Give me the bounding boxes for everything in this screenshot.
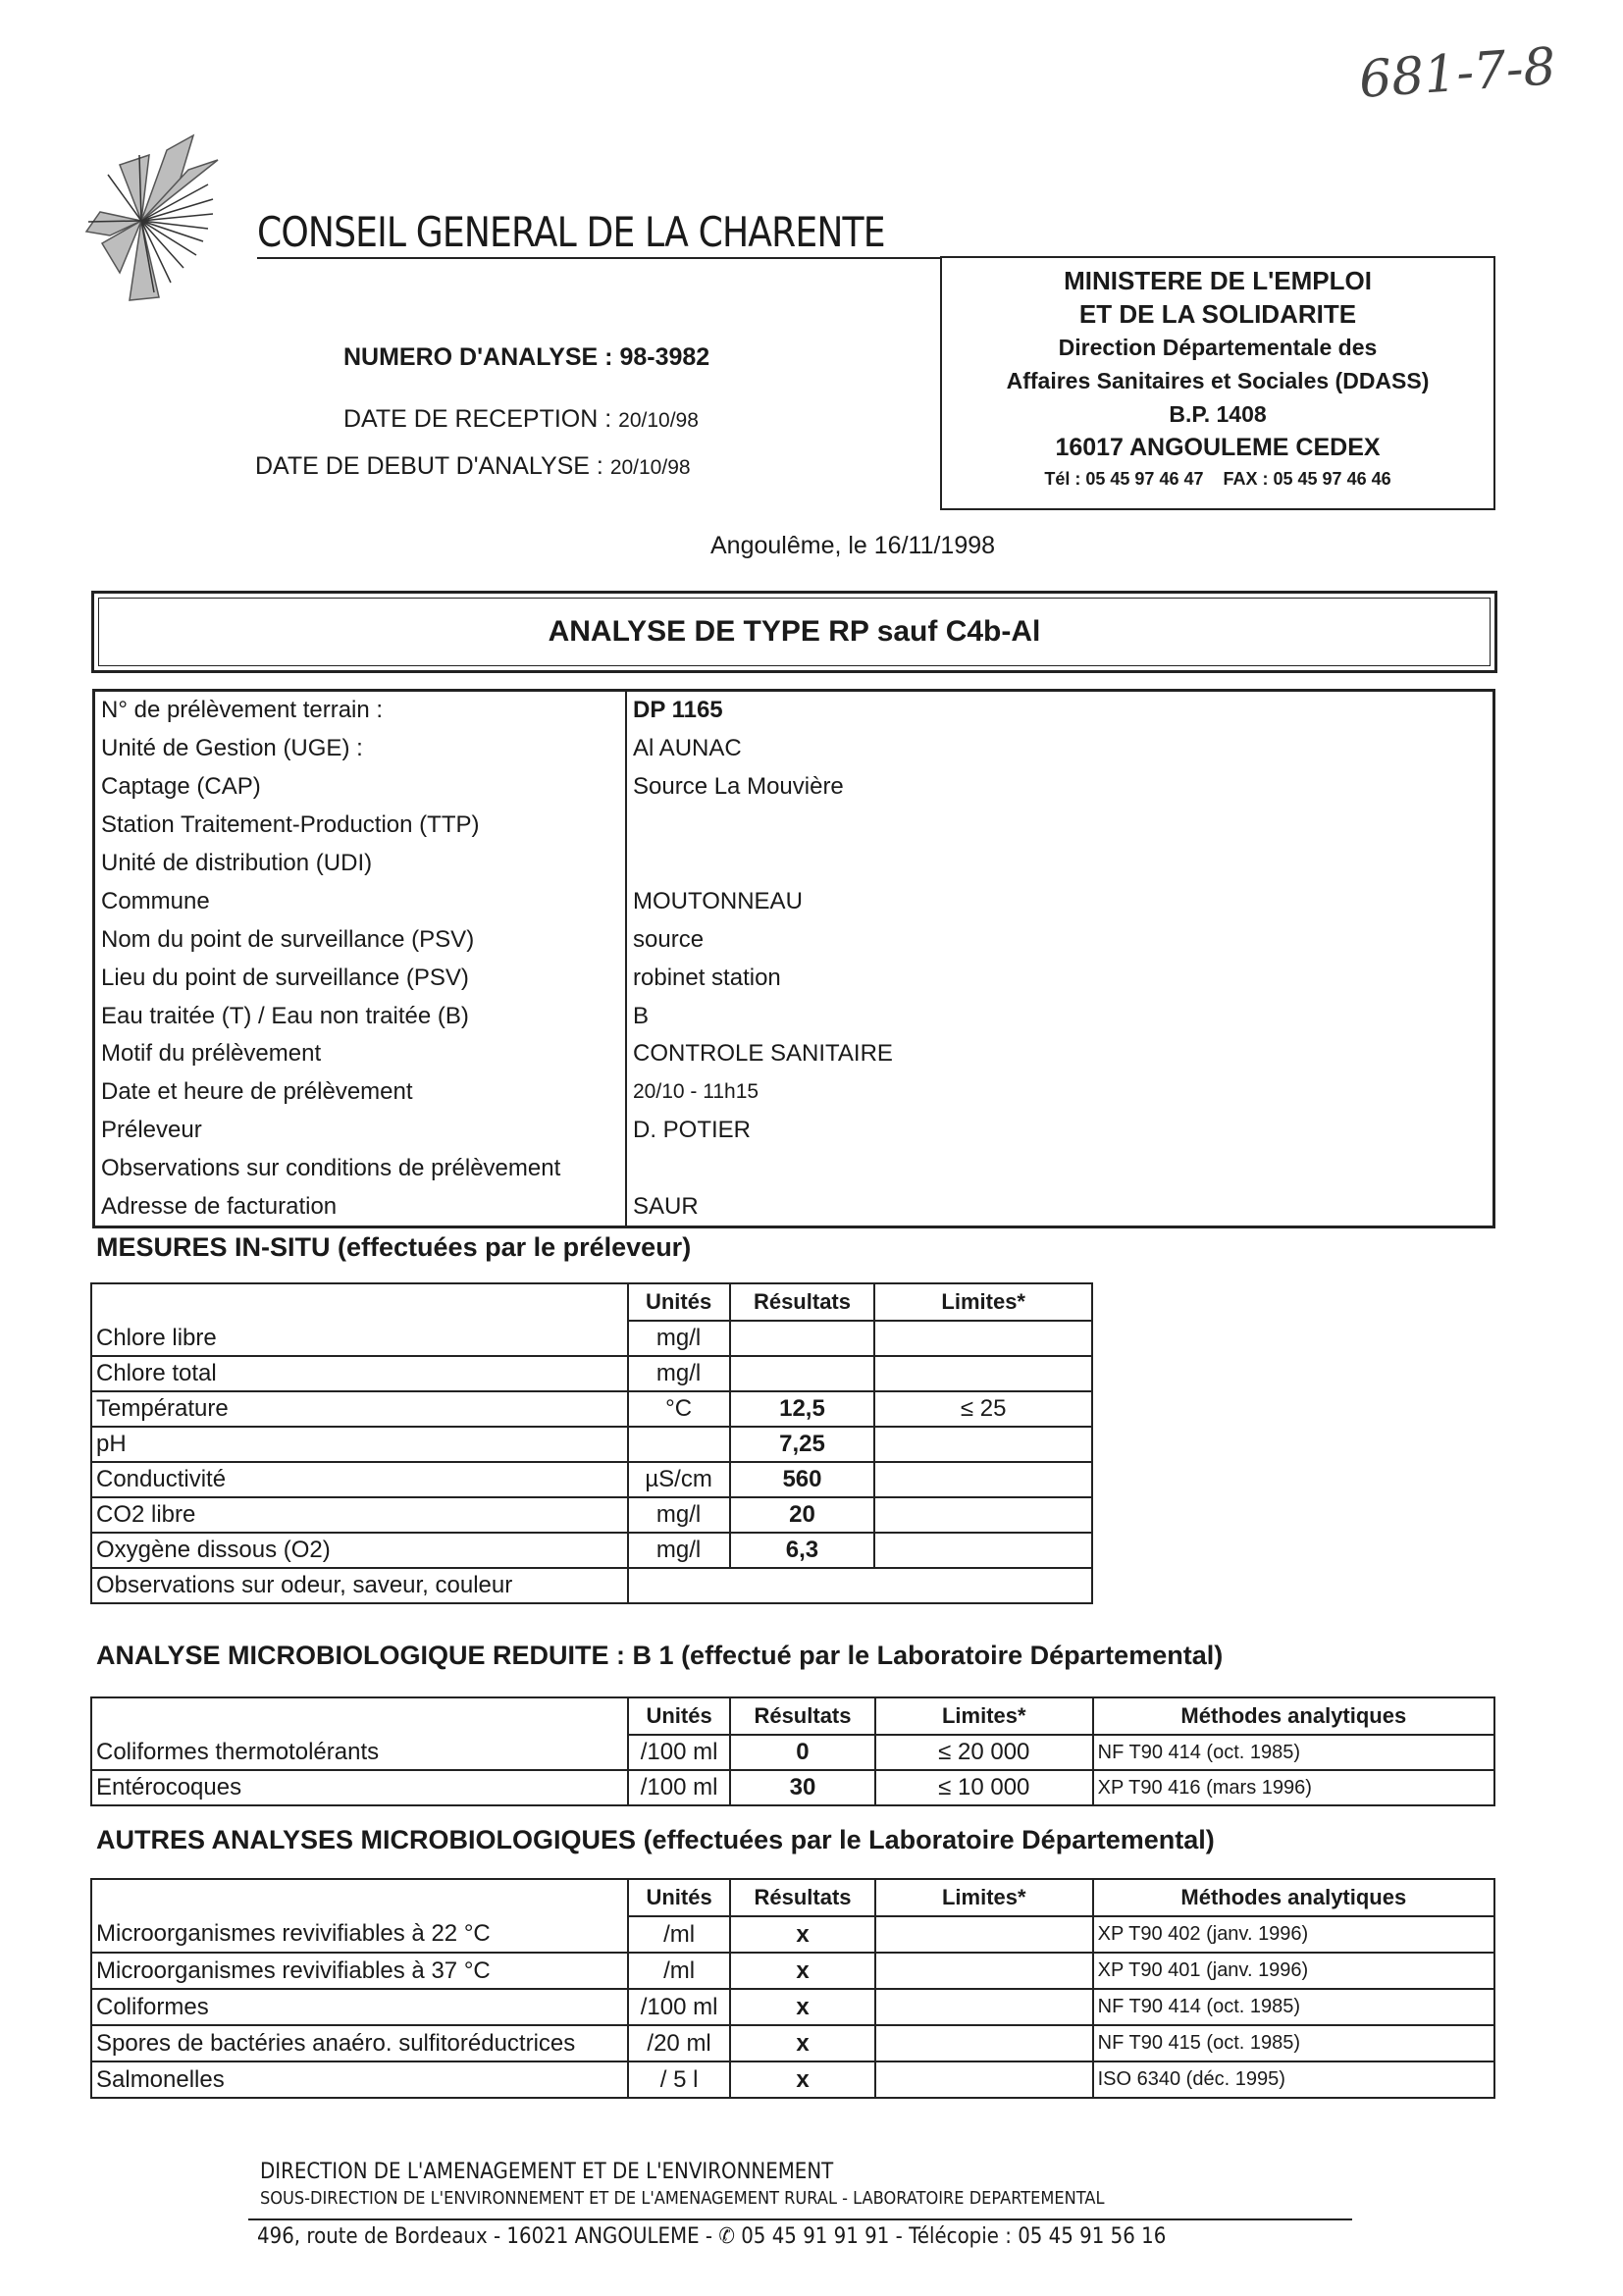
col-results: Résultats [730,1697,875,1735]
reception-date-label: DATE DE RECEPTION : [343,405,612,433]
unit: mg/l [628,1497,730,1533]
unit: mg/l [628,1321,730,1356]
table-row [94,920,1494,959]
info-label: Eau traitée (T) / Eau non traitée (B) [94,997,627,1035]
blank-header [91,1879,628,1916]
col-methods: Méthodes analytiques [1093,1879,1494,1916]
parameter-name: CO2 libre [91,1497,628,1533]
info-label: Observations sur conditions de prélèvement [94,1150,627,1188]
info-value: SAUR [626,1188,1494,1227]
info-value [626,807,1494,845]
result: 12,5 [730,1391,875,1427]
unit: /20 ml [628,2025,730,2061]
parameter-name: Chlore libre [91,1321,628,1356]
parameter-name: Spores de bactéries anaéro. sulfitoréductrices [91,2025,628,2061]
col-limits: Limites* [875,1697,1093,1735]
micro-autres-title-main: AUTRES ANALYSES MICROBIOLOGIQUES [96,1825,637,1854]
limit [874,1497,1092,1533]
handwritten-reference: 681-7-8 [1357,37,1558,110]
table-row [91,1497,1092,1533]
result: x [730,1953,875,1989]
ministry-line-6: 16017 ANGOULEME CEDEX [1055,434,1381,461]
result: x [730,1989,875,2025]
result: 7,25 [730,1427,875,1462]
parameter-name: Conductivité [91,1462,628,1497]
table-row [91,2061,1494,2098]
parameter-name: Température [91,1391,628,1427]
table-row [94,1073,1494,1112]
unit: / 5 l [628,2061,730,2098]
start-date: 20/10/98 [609,456,691,479]
start-date-label: DATE DE DEBUT D'ANALYSE : [255,452,603,480]
result: 6,3 [730,1533,875,1568]
method: XP T90 416 (mars 1996) [1093,1770,1494,1805]
method: XP T90 401 (janv. 1996) [1093,1953,1494,1989]
table-row [94,1150,1494,1188]
table-row [91,1321,1092,1356]
method: NF T90 415 (oct. 1985) [1093,2025,1494,2061]
insitu-title-main: MESURES IN-SITU [96,1232,331,1262]
col-units: Unités [628,1283,730,1321]
table-row [94,882,1494,920]
table-row [94,730,1494,768]
observations-label: Observations sur odeur, saveur, couleur [91,1568,628,1603]
info-label: Unité de Gestion (UGE) : [94,730,627,768]
insitu-section-title [96,1232,691,1263]
method: XP T90 402 (janv. 1996) [1093,1916,1494,1953]
micro-autres-title-sub: (effectuées par le Laboratoire Départemental) [636,1825,1215,1854]
parameter-name: Chlore total [91,1356,628,1391]
unit: µS/cm [628,1462,730,1497]
ministry-address-box [940,256,1495,510]
table-row [91,1427,1092,1462]
parameter-name: Oxygène dissous (O2) [91,1533,628,1568]
unit: /100 ml [628,1735,730,1770]
parameter-name: Coliformes thermotolérants [91,1735,628,1770]
micro-autres-section-title [96,1825,1215,1855]
unit: /100 ml [628,1989,730,2025]
info-value: source [626,920,1494,959]
result: 20 [730,1497,875,1533]
info-label: Commune [94,882,627,920]
info-label: Préleveur [94,1112,627,1150]
table-row [94,807,1494,845]
info-value: MOUTONNEAU [626,882,1494,920]
observations-value [628,1568,1092,1603]
col-limits: Limites* [874,1283,1092,1321]
table-header-row [91,1283,1092,1321]
reception-date-row [343,405,699,434]
info-label: Station Traitement-Production (TTP) [94,807,627,845]
parameter-name: Salmonelles [91,2061,628,2098]
limit: ≤ 10 000 [875,1770,1093,1805]
table-row [94,845,1494,883]
limit [875,2025,1093,2061]
table-row [94,768,1494,807]
col-methods: Méthodes analytiques [1093,1697,1494,1735]
col-results: Résultats [730,1879,875,1916]
table-row [94,1035,1494,1073]
limit [875,1953,1093,1989]
table-row [91,1533,1092,1568]
table-row [91,1916,1494,1953]
ministry-line-2: ET DE LA SOLIDARITE [1078,299,1357,329]
method: ISO 6340 (déc. 1995) [1093,2061,1494,2098]
info-value: D. POTIER [626,1112,1494,1150]
limit [875,2061,1093,2098]
info-label: Lieu du point de surveillance (PSV) [94,959,627,997]
info-value [626,1150,1494,1188]
table-row [91,1989,1494,2025]
limit [874,1356,1092,1391]
info-value: Al AUNAC [626,730,1494,768]
parameter-name: Entérocoques [91,1770,628,1805]
ministry-phone-fax: Tél : 05 45 97 46 47 FAX : 05 45 97 46 46 [1044,469,1391,489]
table-row [91,1568,1092,1603]
reception-date: 20/10/98 [618,409,699,432]
unit: mg/l [628,1356,730,1391]
sunburst-logo-icon [80,126,257,302]
micro-reduite-table [90,1696,1495,1806]
info-value: CONTROLE SANITAIRE [626,1035,1494,1073]
parameter-name: pH [91,1427,628,1462]
col-limits: Limites* [875,1879,1093,1916]
result [730,1321,875,1356]
micro-reduite-title-sub: (effectué par le Laboratoire Départemental) [673,1641,1224,1670]
limit [875,1989,1093,2025]
footer-divider [248,2218,1352,2220]
limit [874,1462,1092,1497]
table-header-row [91,1697,1494,1735]
analysis-type-box [91,591,1497,673]
analysis-number-row [343,343,709,372]
method: NF T90 414 (oct. 1985) [1093,1735,1494,1770]
table-row [94,1188,1494,1227]
micro-autres-table [90,1878,1495,2099]
info-label: Date et heure de prélèvement [94,1073,627,1112]
info-value: B [626,997,1494,1035]
limit: ≤ 20 000 [875,1735,1093,1770]
parameter-name: Microorganismes revivifiables à 22 °C [91,1916,628,1953]
analysis-number-label: NUMERO D'ANALYSE : [343,343,613,371]
micro-reduite-section-title [96,1641,1223,1671]
unit: /ml [628,1953,730,1989]
place-and-date: Angoulême, le 16/11/1998 [710,532,996,559]
table-row [91,1770,1494,1805]
table-header-row [91,1879,1494,1916]
info-value: 20/10 - 11h15 [626,1073,1494,1112]
result: x [730,2061,875,2098]
ministry-line-3: Direction Départementale des [1058,335,1378,360]
info-value [626,845,1494,883]
ministry-line-5: B.P. 1408 [1169,401,1267,427]
limit: ≤ 25 [874,1391,1092,1427]
blank-header [91,1283,628,1321]
ministry-line-4: Affaires Sanitaires et Sociales (DDASS) [1006,368,1430,393]
start-date-row [255,452,691,481]
table-row [91,1953,1494,1989]
info-label: Motif du prélèvement [94,1035,627,1073]
col-units: Unités [628,1697,730,1735]
table-row [94,1112,1494,1150]
footer-direction: DIRECTION DE L'AMENAGEMENT ET DE L'ENVIRONNEMENT [260,2160,834,2184]
info-value: DP 1165 [626,691,1494,730]
analysis-number: 98-3982 [619,343,710,371]
info-label: Adresse de facturation [94,1188,627,1227]
unit: °C [628,1391,730,1427]
result [730,1356,875,1391]
table-row [94,691,1494,730]
ministry-line-1: MINISTERE DE L'EMPLOI [1064,266,1372,295]
result: 0 [730,1735,875,1770]
table-row [91,1356,1092,1391]
limit [875,1916,1093,1953]
table-row [91,1391,1092,1427]
limit [874,1533,1092,1568]
analysis-type-title: ANALYSE DE TYPE RP sauf C4b-Al [98,598,1491,666]
insitu-title-sub: (effectuées par le préleveur) [330,1232,692,1262]
info-label: Nom du point de surveillance (PSV) [94,920,627,959]
limit [874,1427,1092,1462]
sample-info-table [92,689,1495,1228]
unit: /100 ml [628,1770,730,1805]
title-underline [257,257,940,259]
table-row [91,1462,1092,1497]
unit: /ml [628,1916,730,1953]
col-units: Unités [628,1879,730,1916]
micro-reduite-title-main: ANALYSE MICROBIOLOGIQUE REDUITE : B 1 [96,1641,674,1670]
unit [628,1427,730,1462]
parameter-name: Microorganismes revivifiables à 37 °C [91,1953,628,1989]
result: x [730,2025,875,2061]
info-label: N° de prélèvement terrain : [94,691,627,730]
col-results: Résultats [730,1283,875,1321]
table-row [91,1735,1494,1770]
info-label: Unité de distribution (UDI) [94,845,627,883]
info-label: Captage (CAP) [94,768,627,807]
result: 560 [730,1462,875,1497]
table-row [91,2025,1494,2061]
method: NF T90 414 (oct. 1985) [1093,1989,1494,2025]
organization-title: CONSEIL GENERAL DE LA CHARENTE [257,208,885,256]
result: x [730,1916,875,1953]
footer-address: 496, route de Bordeaux - 16021 ANGOULEME - ✆ 05 45 91 91 91 - Télécopie : 05 45 91 56 16 [257,2224,1167,2249]
unit: mg/l [628,1533,730,1568]
insitu-measurements-table [90,1282,1093,1604]
footer-sub-direction: SOUS-DIRECTION DE L'ENVIRONNEMENT ET DE L'AMENAGEMENT RURAL - LABORATOIRE DEPARTEMENTAL [260,2188,1105,2209]
blank-header [91,1697,628,1735]
result: 30 [730,1770,875,1805]
parameter-name: Coliformes [91,1989,628,2025]
info-value: Source La Mouvière [626,768,1494,807]
info-value: robinet station [626,959,1494,997]
table-row [94,959,1494,997]
limit [874,1321,1092,1356]
table-row [94,997,1494,1035]
